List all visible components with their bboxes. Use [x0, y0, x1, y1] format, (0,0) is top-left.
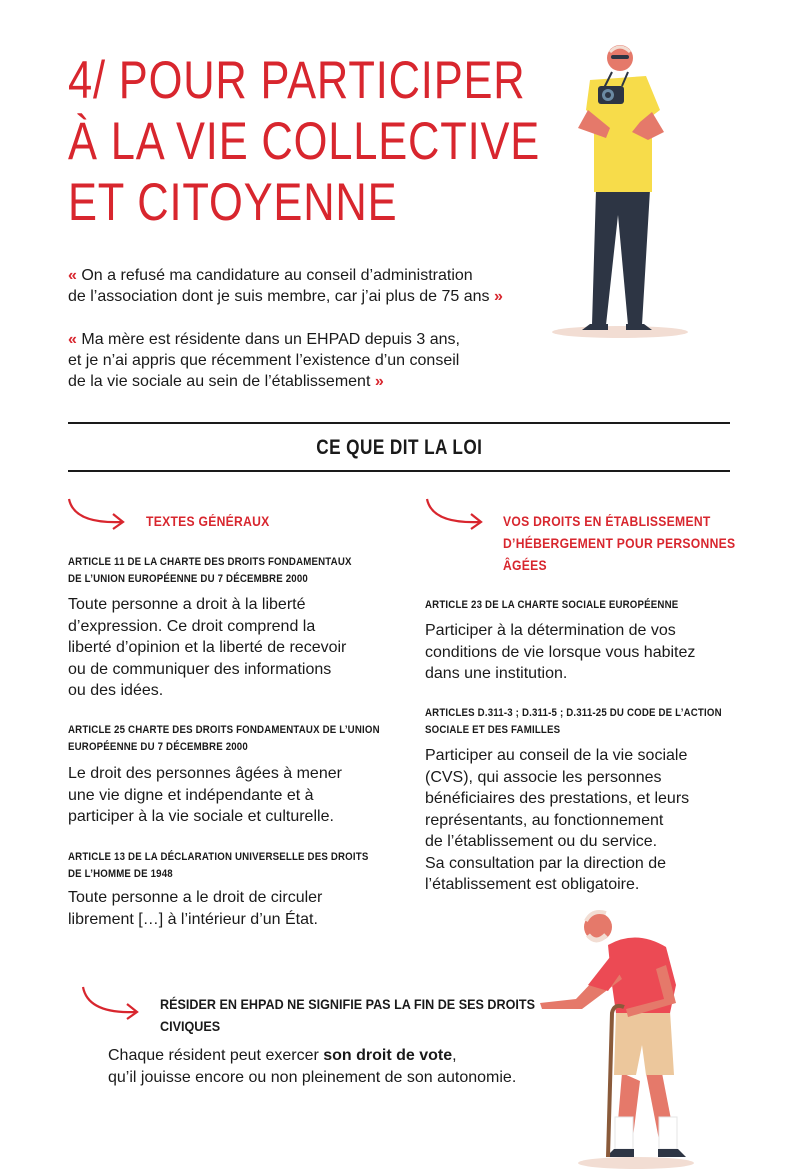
category-heading-establishment: VOS DROITS EN ÉTABLISSEMENT D’HÉBERGEMENT POUR PERSONNES ÂGÉES	[503, 514, 736, 573]
article-text: Participer au conseil de la vie sociale (CVS), qui associe les personnes bénéficiaires des prestations, et leurs représentants, au fonctionnement de l’établissement ou du service. Sa consultation par la direction de l’établissement est obligatoire.	[425, 747, 690, 893]
article-reference: ARTICLE 23 DE LA CHARTE SOCIALE EUROPÉENNE	[425, 599, 679, 611]
camera-icon	[598, 86, 624, 104]
quote-open-mark: «	[68, 267, 77, 284]
article-reference: ARTICLES D.311-3 ; D.311-5 ; D.311-25 DU CODE DE L’ACTION SOCIALE ET DES FAMILLES	[425, 707, 722, 736]
quote-2	[68, 329, 460, 392]
quote-close-mark: »	[374, 373, 384, 390]
quote-1-line-1: On a refusé ma candidature au conseil d’administration	[81, 267, 473, 284]
quote-2-line-3: de la vie sociale au sein de l’établissement	[68, 373, 371, 390]
title-line-1: 4/ POUR PARTICIPER	[68, 51, 526, 110]
article-text: Toute personne a le droit de circuler librement […] à l’intérieur d’un État.	[68, 889, 323, 928]
curved-arrow-icon	[66, 496, 130, 532]
article-text: Participer à la détermination de vos conditions de vie lorsque vous habitez dans une institution.	[425, 622, 696, 682]
civic-rights-heading: RÉSIDER EN EHPAD NE SIGNIFIE PAS LA FIN DE SES DROITS CIVIQUES	[160, 996, 536, 1034]
divider	[68, 422, 730, 424]
curved-arrow-icon	[424, 496, 488, 532]
article-reference: ARTICLE 11 DE LA CHARTE DES DROITS FONDAMENTAUX DE L’UNION EUROPÉENNE DU 7 DÉCEMBRE 2000	[68, 556, 352, 585]
elder-with-cane-illustration	[536, 905, 716, 1173]
quote-2-line-2: et je n’ai appris que récemment l’existence d’un conseil	[68, 352, 460, 369]
page-title	[68, 50, 541, 233]
title-line-2: À LA VIE COLLECTIVE	[68, 112, 541, 171]
category-heading-general: TEXTES GÉNÉRAUX	[146, 514, 270, 529]
quote-1	[68, 265, 503, 307]
quote-2-line-1: Ma mère est résidente dans un EHPAD depuis 3 ans,	[81, 331, 460, 348]
article-text: Toute personne a droit à la liberté d’expression. Ce droit comprend la liberté d’opinion et la liberté de recevoir ou de communiquer des informations ou des idées.	[68, 596, 347, 699]
divider	[68, 470, 730, 472]
title-line-3: ET CITOYENNE	[68, 173, 398, 232]
quote-close-mark: »	[494, 288, 503, 305]
photographer-illustration	[548, 40, 688, 340]
article-reference: ARTICLE 13 DE LA DÉCLARATION UNIVERSELLE DES DROITS DE L’HOMME DE 1948	[68, 851, 369, 880]
section-title: CE QUE DIT LA LOI	[315, 436, 483, 459]
article-text: Le droit des personnes âgées à mener une vie digne et indépendante et à participer à la vie sociale et culturelle.	[68, 765, 342, 825]
article-reference: ARTICLE 25 CHARTE DES DROITS FONDAMENTAUX DE L’UNION EUROPÉENNE DU 7 DÉCEMBRE 2000	[68, 724, 380, 753]
civic-rights-text: Chaque résident peut exercer son droit de vote, qu’il jouisse encore ou non pleinement de son autonomie.	[108, 1047, 517, 1086]
quote-open-mark: «	[68, 331, 77, 348]
quote-1-line-2: de l’association dont je suis membre, car j’ai plus de 75 ans	[68, 288, 490, 305]
vote-right-emphasis: son droit de vote	[323, 1047, 453, 1064]
curved-arrow-icon	[80, 984, 144, 1022]
